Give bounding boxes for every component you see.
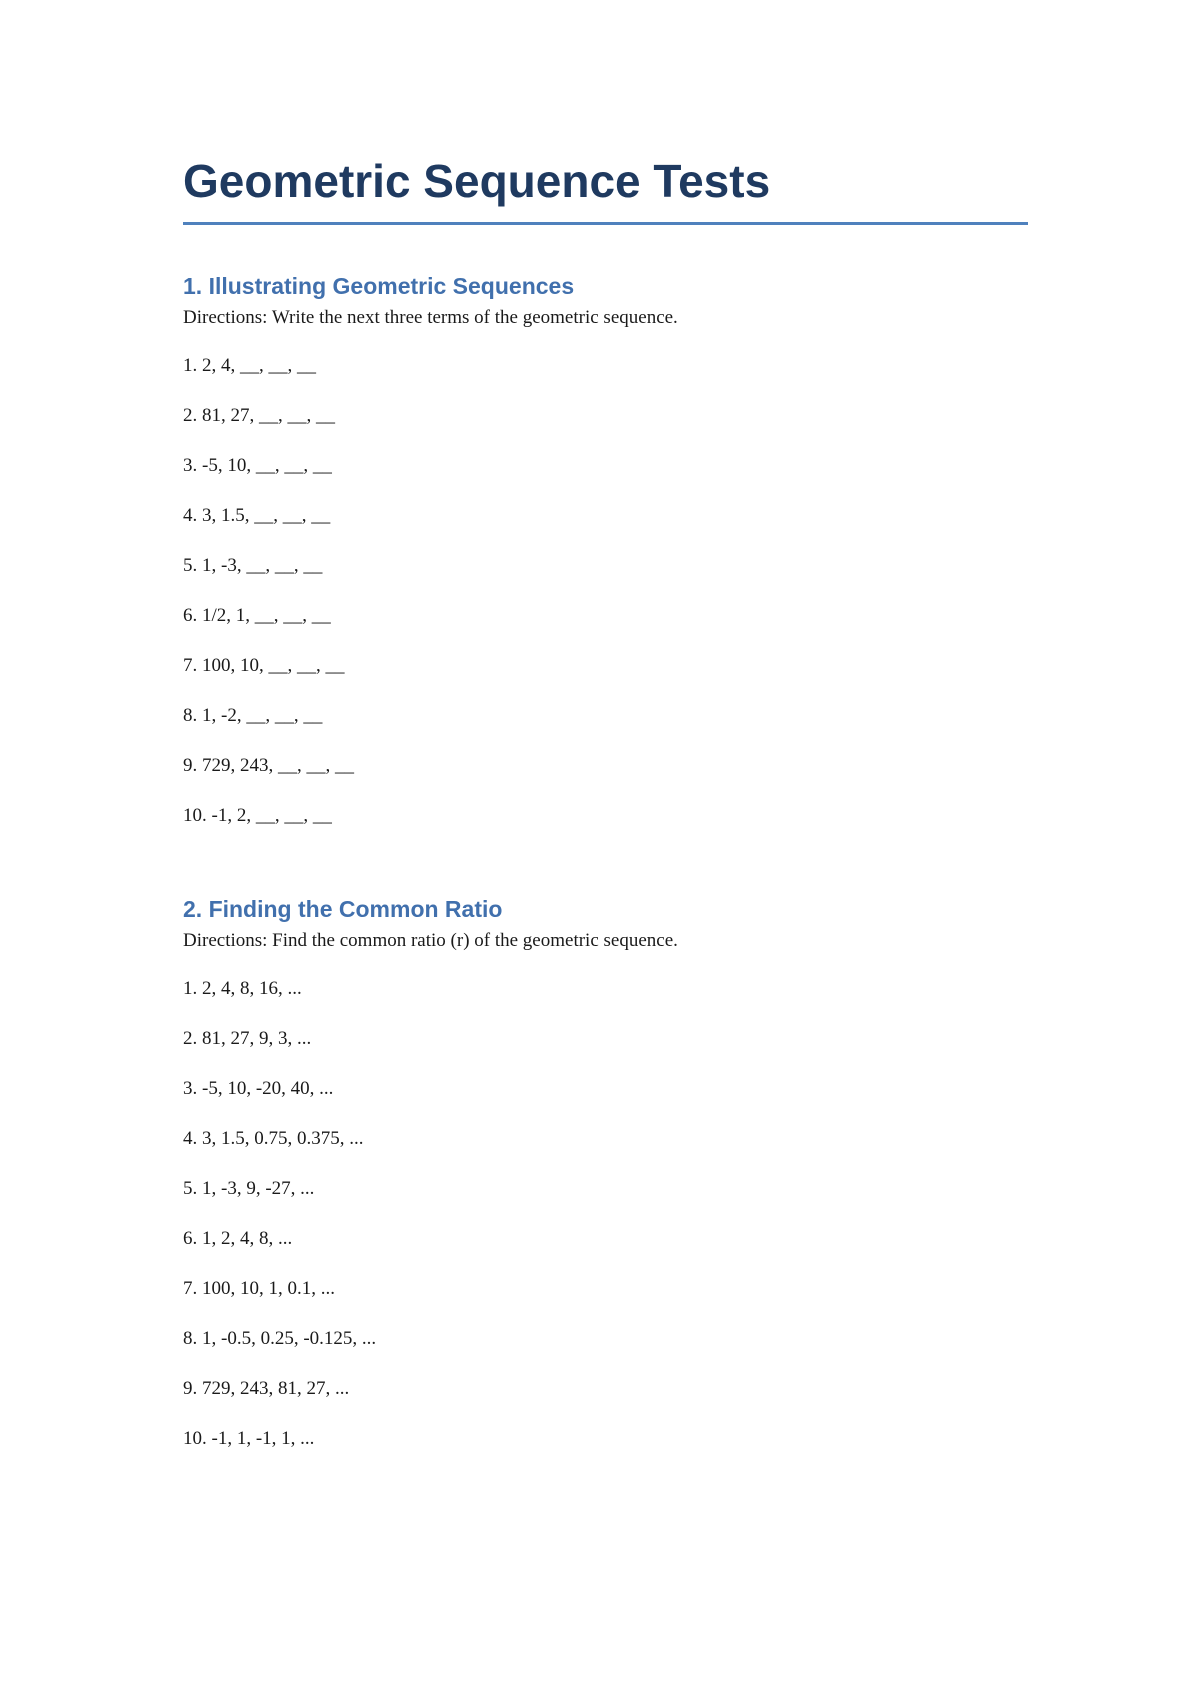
- question-item: 7. 100, 10, 1, 0.1, ...: [183, 1278, 335, 1299]
- question-item: 10. -1, 2, __, __, __: [183, 805, 332, 826]
- question-item: 9. 729, 243, 81, 27, ...: [183, 1378, 350, 1399]
- section-directions: Directions: Write the next three terms of the geometric sequence.: [183, 307, 678, 328]
- question-item: 6. 1, 2, 4, 8, ...: [183, 1228, 293, 1249]
- document-page: [183, 150, 1028, 1449]
- section-directions: Directions: Find the common ratio (r) of the geometric sequence.: [183, 930, 678, 951]
- section-heading: 1. Illustrating Geometric Sequences: [183, 273, 575, 299]
- question-item: 5. 1, -3, __, __, __: [183, 555, 323, 576]
- question-item: 2. 81, 27, __, __, __: [183, 405, 335, 426]
- section-common-ratio: [183, 894, 1028, 1452]
- question-item: 6. 1/2, 1, __, __, __: [183, 605, 331, 626]
- title-underline-divider: [183, 222, 1028, 225]
- question-item: 3. -5, 10, -20, 40, ...: [183, 1078, 334, 1099]
- question-list: [183, 331, 1028, 829]
- question-item: 9. 729, 243, __, __, __: [183, 755, 354, 776]
- question-item: 4. 3, 1.5, 0.75, 0.375, ...: [183, 1128, 364, 1149]
- document-title: Geometric Sequence Tests: [183, 155, 771, 207]
- question-item: 3. -5, 10, __, __, __: [183, 455, 332, 476]
- question-item: 2. 81, 27, 9, 3, ...: [183, 1028, 312, 1049]
- question-list: [183, 954, 1028, 1452]
- question-item: 5. 1, -3, 9, -27, ...: [183, 1178, 315, 1199]
- question-item: 1. 2, 4, __, __, __: [183, 355, 316, 376]
- question-item: 8. 1, -2, __, __, __: [183, 705, 323, 726]
- question-item: 1. 2, 4, 8, 16, ...: [183, 978, 302, 999]
- question-item: 7. 100, 10, __, __, __: [183, 655, 345, 676]
- question-item: 8. 1, -0.5, 0.25, -0.125, ...: [183, 1328, 377, 1349]
- section-heading: 2. Finding the Common Ratio: [183, 896, 503, 922]
- question-item: 10. -1, 1, -1, 1, ...: [183, 1428, 315, 1449]
- question-item: 4. 3, 1.5, __, __, __: [183, 505, 331, 526]
- section-illustrating-sequences: [183, 271, 1028, 829]
